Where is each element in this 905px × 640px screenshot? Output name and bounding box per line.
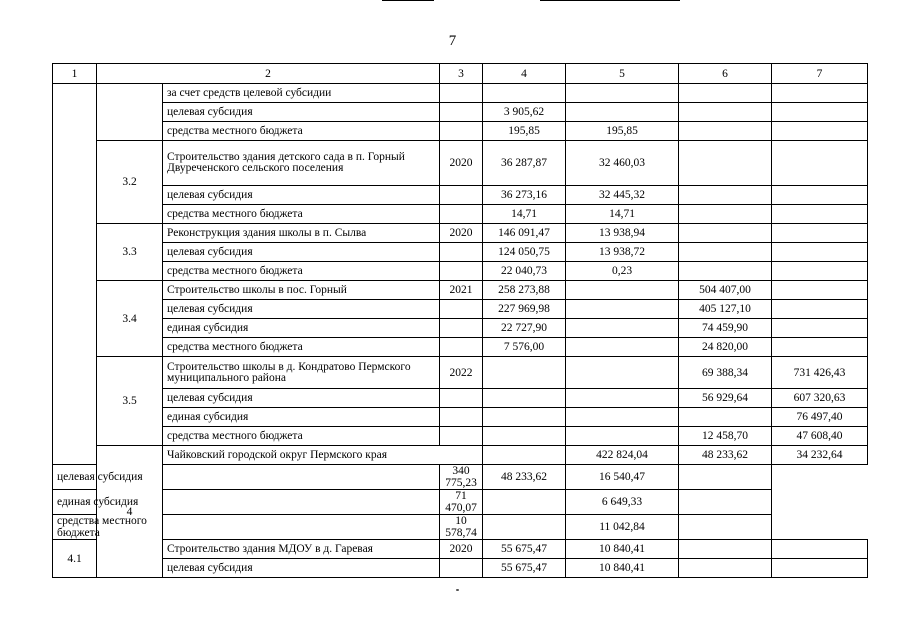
item-name-cell: единая субсидия xyxy=(163,408,440,427)
value-cell: 24 820,00 xyxy=(679,338,772,357)
value-cell xyxy=(483,408,566,427)
item-name-cell: средства местного бюджета xyxy=(163,338,440,357)
value-cell xyxy=(566,300,679,319)
value-cell xyxy=(483,427,566,446)
value-cell: 6 649,33 xyxy=(566,490,679,515)
value-cell xyxy=(566,84,679,103)
value-cell xyxy=(483,389,566,408)
item-name-cell: целевая субсидия xyxy=(163,300,440,319)
value-cell: 422 824,04 xyxy=(566,446,679,465)
value-cell xyxy=(772,319,868,338)
value-cell xyxy=(679,262,772,281)
value-cell: 195,85 xyxy=(566,122,679,141)
table-row xyxy=(53,122,868,141)
table-row xyxy=(53,389,868,408)
table-row xyxy=(53,338,868,357)
item-code-cell: 3.5 xyxy=(97,357,163,446)
value-cell: 7 576,00 xyxy=(483,338,566,357)
value-cell: 10 578,74 xyxy=(440,515,483,540)
value-cell: 22 727,90 xyxy=(483,319,566,338)
value-cell: 124 050,75 xyxy=(483,243,566,262)
item-code-cell xyxy=(97,84,163,141)
group-index-cell: 4 xyxy=(97,446,163,578)
value-cell: 3 905,62 xyxy=(483,103,566,122)
item-name-cell: средства местного бюджета xyxy=(163,427,440,446)
table-row xyxy=(53,465,868,490)
value-cell xyxy=(566,319,679,338)
top-rule-left xyxy=(382,0,434,1)
item-name-cell: Строительство здания МДОУ в д. Гаревая xyxy=(163,540,440,559)
value-cell: 36 273,16 xyxy=(483,186,566,205)
value-cell: 258 273,88 xyxy=(483,281,566,300)
value-cell xyxy=(679,515,772,540)
value-cell xyxy=(772,122,868,141)
year-cell xyxy=(440,338,483,357)
value-cell: 34 232,64 xyxy=(772,446,868,465)
table-row xyxy=(53,515,868,540)
value-cell xyxy=(679,122,772,141)
value-cell xyxy=(772,540,868,559)
value-cell: 36 287,87 xyxy=(483,141,566,186)
item-name-cell: целевая субсидия xyxy=(163,103,440,122)
value-cell: 731 426,43 xyxy=(772,357,868,389)
table-row xyxy=(53,408,868,427)
scan-dot xyxy=(456,589,459,591)
value-cell xyxy=(679,205,772,224)
value-cell xyxy=(679,141,772,186)
value-cell: 71 470,07 xyxy=(440,490,483,515)
value-cell: 48 233,62 xyxy=(483,465,566,490)
year-cell: 2022 xyxy=(440,357,483,389)
value-cell xyxy=(679,84,772,103)
header-row xyxy=(53,64,868,84)
value-cell xyxy=(679,490,772,515)
value-cell xyxy=(772,262,868,281)
item-name-cell: целевая субсидия xyxy=(163,389,440,408)
table-row xyxy=(53,559,868,578)
year-cell xyxy=(163,490,440,515)
year-cell xyxy=(163,515,440,540)
header-cell: 7 xyxy=(772,64,868,84)
value-cell xyxy=(566,427,679,446)
value-cell: 0,23 xyxy=(566,262,679,281)
value-cell xyxy=(679,408,772,427)
table-row xyxy=(53,84,868,103)
table-row xyxy=(53,540,868,559)
value-cell: 14,71 xyxy=(483,205,566,224)
value-cell xyxy=(679,540,772,559)
table-row xyxy=(53,186,868,205)
year-cell xyxy=(440,427,483,446)
value-cell xyxy=(566,338,679,357)
value-cell: 22 040,73 xyxy=(483,262,566,281)
year-cell xyxy=(440,300,483,319)
item-code-cell: 3.2 xyxy=(97,141,163,224)
table-row xyxy=(53,446,868,465)
value-cell: 10 840,41 xyxy=(566,540,679,559)
header-cell: 6 xyxy=(679,64,772,84)
value-cell: 607 320,63 xyxy=(772,389,868,408)
value-cell: 76 497,40 xyxy=(772,408,868,427)
table-row xyxy=(53,300,868,319)
value-cell: 56 929,64 xyxy=(679,389,772,408)
item-code-cell: 4.1 xyxy=(53,540,97,578)
value-cell xyxy=(772,224,868,243)
value-cell xyxy=(772,281,868,300)
table-row xyxy=(53,103,868,122)
year-cell xyxy=(440,319,483,338)
header-cell: 2 xyxy=(97,64,440,84)
year-cell: 2020 xyxy=(440,224,483,243)
value-cell: 13 938,94 xyxy=(566,224,679,243)
year-cell xyxy=(163,465,440,490)
item-name-cell: Строительство школы в пос. Горный xyxy=(163,281,440,300)
value-cell: 405 127,10 xyxy=(679,300,772,319)
value-cell xyxy=(772,559,868,578)
value-cell: 10 840,41 xyxy=(566,559,679,578)
value-cell xyxy=(679,243,772,262)
group-index-cell xyxy=(53,84,97,465)
value-cell xyxy=(772,300,868,319)
value-cell xyxy=(483,84,566,103)
value-cell xyxy=(772,141,868,186)
value-cell: 146 091,47 xyxy=(483,224,566,243)
value-cell xyxy=(772,84,868,103)
table-row xyxy=(53,490,868,515)
header-cell: 3 xyxy=(440,64,483,84)
year-cell xyxy=(440,103,483,122)
item-code-cell: 3.3 xyxy=(97,224,163,281)
header-cell: 5 xyxy=(566,64,679,84)
year-cell xyxy=(440,122,483,141)
top-rule-right xyxy=(540,0,680,1)
item-name-cell: средства местного бюджета xyxy=(163,122,440,141)
year-cell xyxy=(440,559,483,578)
value-cell xyxy=(679,559,772,578)
item-name-cell: средства местного бюджета xyxy=(53,515,163,540)
item-code-cell: 3.4 xyxy=(97,281,163,357)
item-name-cell: средства местного бюджета xyxy=(163,205,440,224)
value-cell: 227 969,98 xyxy=(483,300,566,319)
value-cell xyxy=(566,281,679,300)
item-name-cell: Строительство здания детского сада в п. Горный Двуреченского сельского поселения xyxy=(163,141,440,186)
table-row xyxy=(53,243,868,262)
value-cell: 13 938,72 xyxy=(566,243,679,262)
value-cell: 11 042,84 xyxy=(566,515,679,540)
item-name-cell: средства местного бюджета xyxy=(163,262,440,281)
value-cell: 16 540,47 xyxy=(566,465,679,490)
value-cell xyxy=(772,243,868,262)
year-cell: 2020 xyxy=(440,141,483,186)
header-cell: 4 xyxy=(483,64,566,84)
budget-table xyxy=(52,63,868,578)
item-name-cell: целевая субсидия xyxy=(163,559,440,578)
page-number: 7 xyxy=(448,33,457,49)
table-row xyxy=(53,262,868,281)
value-cell xyxy=(679,186,772,205)
year-cell xyxy=(440,205,483,224)
table-row xyxy=(53,141,868,186)
value-cell xyxy=(772,103,868,122)
value-cell xyxy=(772,186,868,205)
value-cell: 55 675,47 xyxy=(483,559,566,578)
year-cell xyxy=(440,389,483,408)
value-cell xyxy=(566,103,679,122)
year-cell xyxy=(440,84,483,103)
value-cell xyxy=(483,357,566,389)
value-cell xyxy=(483,490,566,515)
year-cell xyxy=(440,408,483,427)
table-row xyxy=(53,281,868,300)
item-name-cell: целевая субсидия xyxy=(163,243,440,262)
table-row xyxy=(53,224,868,243)
value-cell xyxy=(679,224,772,243)
value-cell xyxy=(772,338,868,357)
table-row xyxy=(53,357,868,389)
item-name-cell: Чайковский городской округ Пермского края xyxy=(163,446,483,465)
value-cell: 32 445,32 xyxy=(566,186,679,205)
year-cell xyxy=(440,186,483,205)
value-cell xyxy=(679,103,772,122)
value-cell: 32 460,03 xyxy=(566,141,679,186)
header-cell: 1 xyxy=(53,64,97,84)
value-cell: 47 608,40 xyxy=(772,427,868,446)
value-cell: 69 388,34 xyxy=(679,357,772,389)
item-name-cell: единая субсидия xyxy=(163,319,440,338)
year-cell: 2021 xyxy=(440,281,483,300)
item-name-cell: единая субсидия xyxy=(53,490,163,515)
item-name-cell: целевая субсидия xyxy=(163,186,440,205)
item-name-cell: целевая субсидия xyxy=(53,465,163,490)
year-cell xyxy=(483,446,566,465)
value-cell: 12 458,70 xyxy=(679,427,772,446)
value-cell: 55 675,47 xyxy=(483,540,566,559)
value-cell: 48 233,62 xyxy=(679,446,772,465)
value-cell xyxy=(679,465,772,490)
table-row xyxy=(53,427,868,446)
value-cell: 14,71 xyxy=(566,205,679,224)
value-cell: 340 775,23 xyxy=(440,465,483,490)
year-cell xyxy=(440,243,483,262)
value-cell: 504 407,00 xyxy=(679,281,772,300)
value-cell xyxy=(566,357,679,389)
value-cell: 74 459,90 xyxy=(679,319,772,338)
value-cell xyxy=(566,408,679,427)
value-cell xyxy=(772,205,868,224)
item-name-cell: за счет средств целевой субсидии xyxy=(163,84,440,103)
table-row xyxy=(53,205,868,224)
value-cell xyxy=(483,515,566,540)
year-cell xyxy=(440,262,483,281)
value-cell: 195,85 xyxy=(483,122,566,141)
value-cell xyxy=(566,389,679,408)
item-name-cell: Реконструкция здания школы в п. Сылва xyxy=(163,224,440,243)
table-row xyxy=(53,319,868,338)
year-cell: 2020 xyxy=(440,540,483,559)
item-name-cell: Строительство школы в д. Кондратово Пермского муниципального района xyxy=(163,357,440,389)
